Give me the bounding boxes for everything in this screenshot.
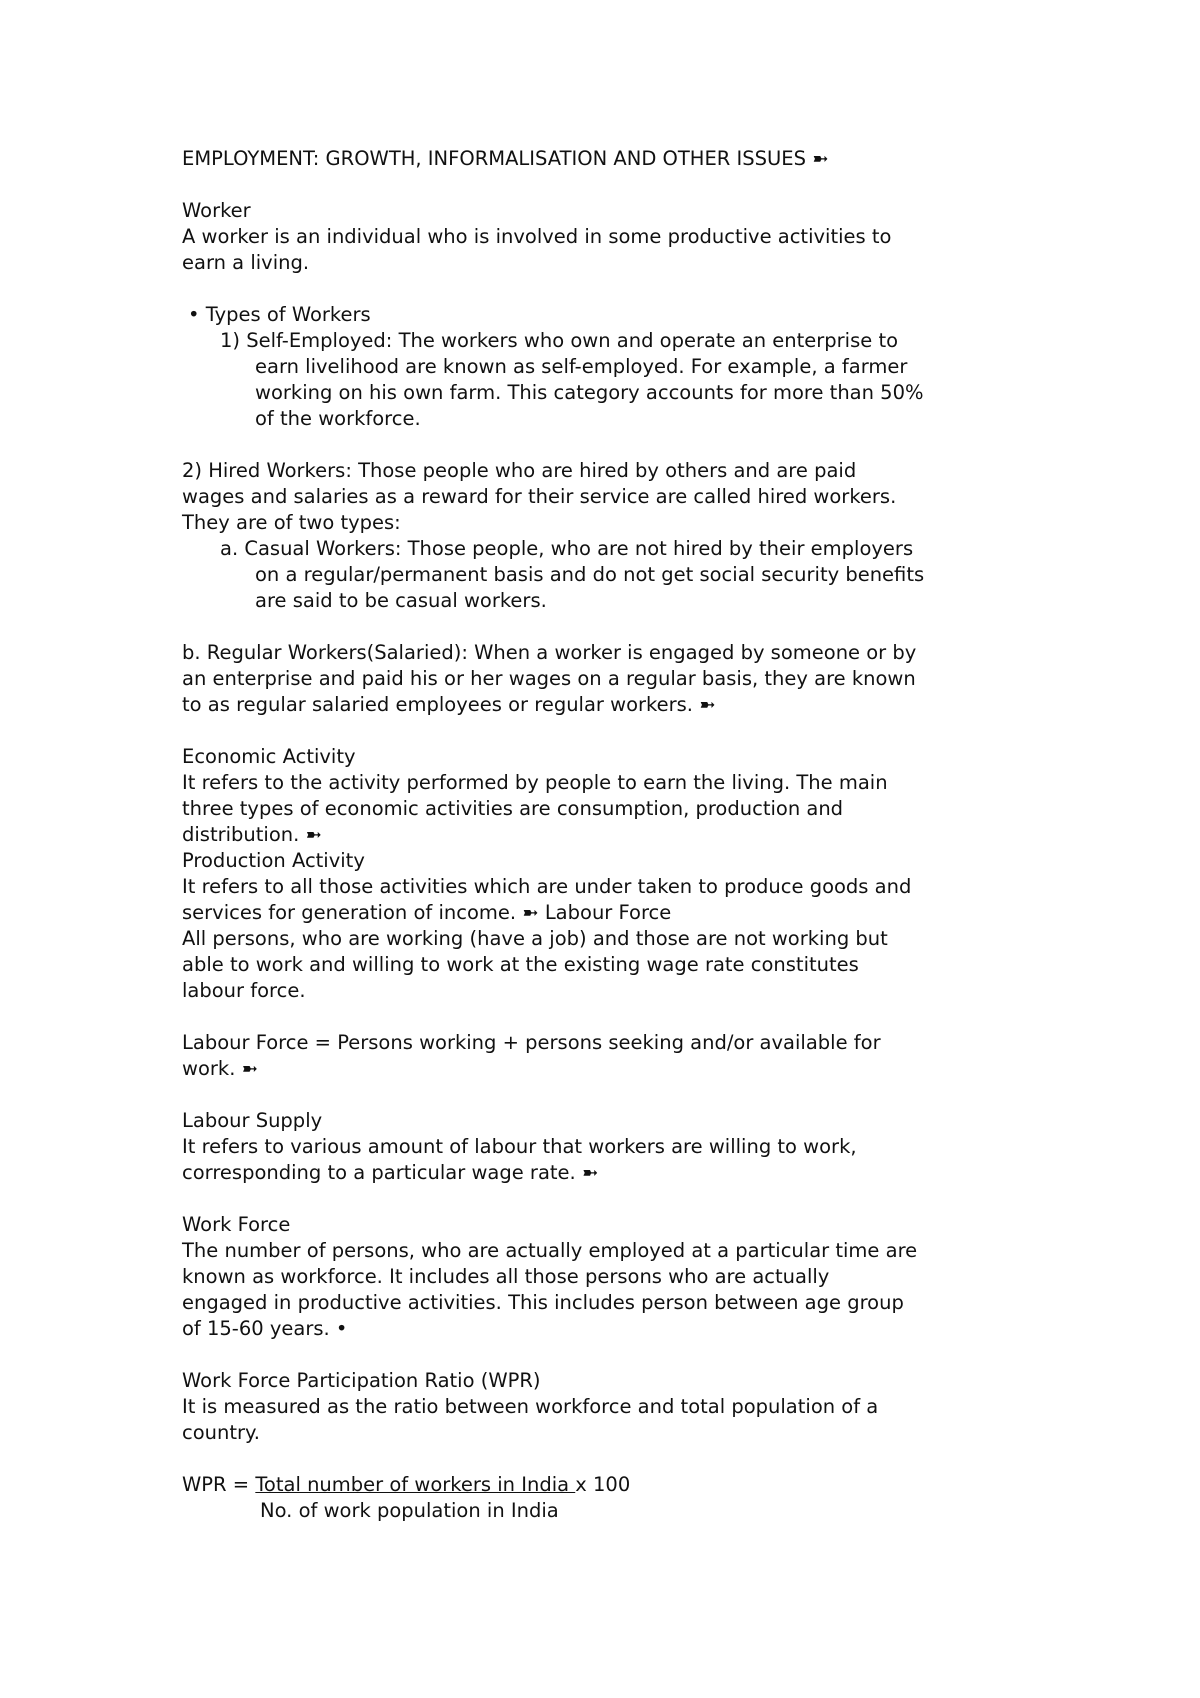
- labour-supply-line: corresponding to a particular wage rate. ➼: [182, 1161, 599, 1184]
- wpr-formula-prefix: WPR =: [182, 1473, 256, 1496]
- document-body: [182, 146, 1042, 1524]
- self-employed-line: working on his own farm. This category accounts for more than 50%: [255, 381, 924, 404]
- labour-force-formula-line: work. ➼: [182, 1057, 258, 1080]
- casual-workers-line: a. Casual Workers: Those people, who are not hired by their employers: [220, 537, 914, 560]
- worker-heading: Worker: [182, 199, 251, 222]
- labour-force-formula-line: Labour Force = Persons working + persons seeking and/or available for: [182, 1031, 881, 1054]
- production-activity-line: It refers to all those activities which are under taken to produce goods and: [182, 875, 912, 898]
- production-activity-line: services for generation of income. ➼ Labour Force: [182, 901, 672, 924]
- economic-activity-heading: Economic Activity: [182, 745, 356, 768]
- hired-workers-line: wages and salaries as a reward for their service are called hired workers.: [182, 485, 897, 508]
- regular-workers-line: an enterprise and paid his or her wages on a regular basis, they are known: [182, 667, 916, 690]
- worker-text-line: earn a living.: [182, 251, 310, 274]
- labour-force-line: All persons, who are working (have a job) and those are not working but: [182, 927, 888, 950]
- work-force-line: The number of persons, who are actually employed at a particular time are: [182, 1239, 918, 1262]
- wpr-line: country.: [182, 1421, 260, 1444]
- worker-text-line: A worker is an individual who is involved in some productive activities to: [182, 225, 892, 248]
- labour-force-line: able to work and willing to work at the existing wage rate constitutes: [182, 953, 859, 976]
- casual-workers-line: are said to be casual workers.: [255, 589, 547, 612]
- self-employed-line: 1) Self-Employed: The workers who own and operate an enterprise to: [220, 329, 899, 352]
- wpr-line: It is measured as the ratio between workforce and total population of a: [182, 1395, 879, 1418]
- types-of-workers-bullet: • Types of Workers: [188, 303, 371, 326]
- production-activity-heading: Production Activity: [182, 849, 365, 872]
- labour-supply-heading: Labour Supply: [182, 1109, 323, 1132]
- labour-force-line: labour force.: [182, 979, 306, 1002]
- self-employed-line: earn livelihood are known as self-employed. For example, a farmer: [255, 355, 908, 378]
- economic-activity-line: three types of economic activities are consumption, production and: [182, 797, 844, 820]
- wpr-numerator: Total number of workers in India: [255, 1473, 576, 1496]
- labour-supply-line: It refers to various amount of labour that workers are willing to work,: [182, 1135, 857, 1158]
- wpr-formula: [182, 1472, 1042, 1498]
- work-force-line: known as workforce. It includes all those persons who are actually: [182, 1265, 830, 1288]
- casual-workers-line: on a regular/permanent basis and do not get social security benefits: [255, 563, 925, 586]
- economic-activity-line: It refers to the activity performed by people to earn the living. The main: [182, 771, 888, 794]
- hired-workers-line: 2) Hired Workers: Those people who are hired by others and are paid: [182, 459, 857, 482]
- economic-activity-line: distribution. ➼: [182, 823, 322, 846]
- regular-workers-line: b. Regular Workers(Salaried): When a worker is engaged by someone or by: [182, 641, 917, 664]
- document-title: EMPLOYMENT: GROWTH, INFORMALISATION AND OTHER ISSUES ➼: [182, 147, 829, 170]
- work-force-heading: Work Force: [182, 1213, 291, 1236]
- work-force-line: engaged in productive activities. This includes person between age group: [182, 1291, 904, 1314]
- wpr-multiplier: x 100: [575, 1473, 631, 1496]
- work-force-line: of 15-60 years. •: [182, 1317, 348, 1340]
- wpr-denominator: No. of work population in India: [260, 1499, 559, 1522]
- regular-workers-line: to as regular salaried employees or regular workers. ➼: [182, 693, 716, 716]
- self-employed-line: of the workforce.: [255, 407, 421, 430]
- wpr-heading: Work Force Participation Ratio (WPR): [182, 1369, 541, 1392]
- hired-workers-line: They are of two types:: [182, 511, 401, 534]
